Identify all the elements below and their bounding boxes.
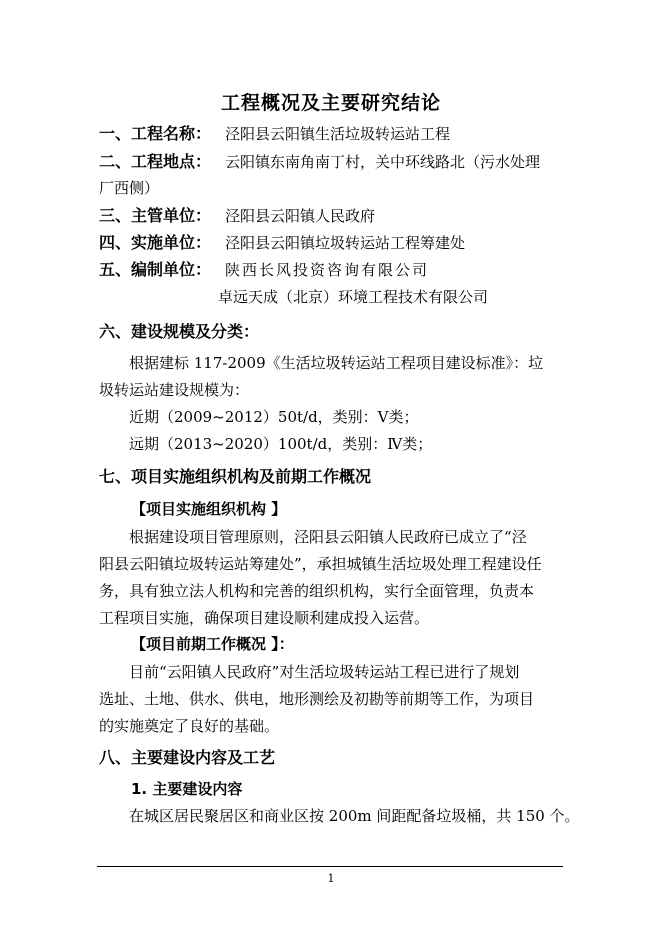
project-location-label: 二、工程地点： <box>99 152 212 171</box>
section-8-line-1: 在城区居民聚居区和商业区按 200m 间距配备垃圾桶，共 150 个。 <box>129 807 580 825</box>
supervising-unit-value: 泾阳县云阳镇人民政府 <box>225 207 376 225</box>
section-6-near-term: 近期（2009~2012）50t/d，类别：Ⅴ类； <box>129 408 419 426</box>
section-6-line-1: 根据建标 117-2009《生活垃圾转运站工程项目建设标准》：垃 <box>129 354 544 372</box>
section-7-para2-line-2: 选址、土地、供水、供电，地形测绘及初勘等前期等工作，为项目 <box>99 690 535 708</box>
footer-divider <box>97 866 563 867</box>
project-name-row <box>99 124 450 144</box>
project-location-continued: 厂西侧） <box>99 179 160 197</box>
section-7-subheading-prework: 【项目前期工作概况 】： <box>131 635 294 653</box>
implementing-unit-row <box>99 233 465 253</box>
section-7-para1-line-3: 务，具有独立法人机构和完善的组织机构，实行全面管理，负责本 <box>99 582 535 600</box>
section-8-heading: 八、主要建设内容及工艺 <box>99 748 276 767</box>
compiling-unit-second: 卓远天成（北京）环境工程技术有限公司 <box>218 288 489 306</box>
section-7-para2-line-1: 目前“云阳镇人民政府”对生活垃圾转运站工程已进行了规划 <box>129 663 520 681</box>
compiling-unit-row <box>99 260 429 280</box>
project-name-label: 一、工程名称： <box>99 124 212 143</box>
project-name-value: 泾阳县云阳镇生活垃圾转运站工程 <box>225 125 451 143</box>
compiling-unit-value: 陕西长风投资咨询有限公司 <box>225 261 430 279</box>
section-8-subheading: 1. 主要建设内容 <box>131 780 243 798</box>
project-location-row <box>99 152 540 172</box>
supervising-unit-row <box>99 206 375 226</box>
section-6-line-2: 圾转运站建设规模为： <box>99 381 250 399</box>
section-7-heading: 七、项目实施组织机构及前期工作概况 <box>99 467 372 486</box>
section-6-long-term: 远期（2013~2020）100t/d，类别：Ⅳ类； <box>129 435 433 453</box>
project-location-value: 云阳镇东南角南丁村，关中环线路北（污水处理 <box>225 153 541 171</box>
section-7-para2-line-3: 的实施奠定了良好的基础。 <box>99 717 280 735</box>
document-title: 工程概况及主要研究结论 <box>220 92 441 114</box>
supervising-unit-label: 三、主管单位： <box>99 206 212 225</box>
section-6-heading: 六、建设规模及分类： <box>99 322 260 341</box>
section-7-para1-line-1: 根据建设项目管理原则，泾阳县云阳镇人民政府已成立了“泾 <box>129 528 527 546</box>
implementing-unit-label: 四、实施单位： <box>99 233 212 252</box>
section-7-subheading-org: 【项目实施组织机构 】 <box>131 500 287 518</box>
compiling-unit-label: 五、编制单位： <box>99 260 212 279</box>
implementing-unit-value: 泾阳县云阳镇垃圾转运站工程筹建处 <box>225 234 466 252</box>
section-7-para1-line-4: 工程项目实施，确保项目建设顺利建成投入运营。 <box>99 609 430 627</box>
page-number: 1 <box>327 872 335 885</box>
section-7-para1-line-2: 阳县云阳镇垃圾转运站筹建处”，承担城镇生活垃圾处理工程建设任 <box>99 555 542 573</box>
